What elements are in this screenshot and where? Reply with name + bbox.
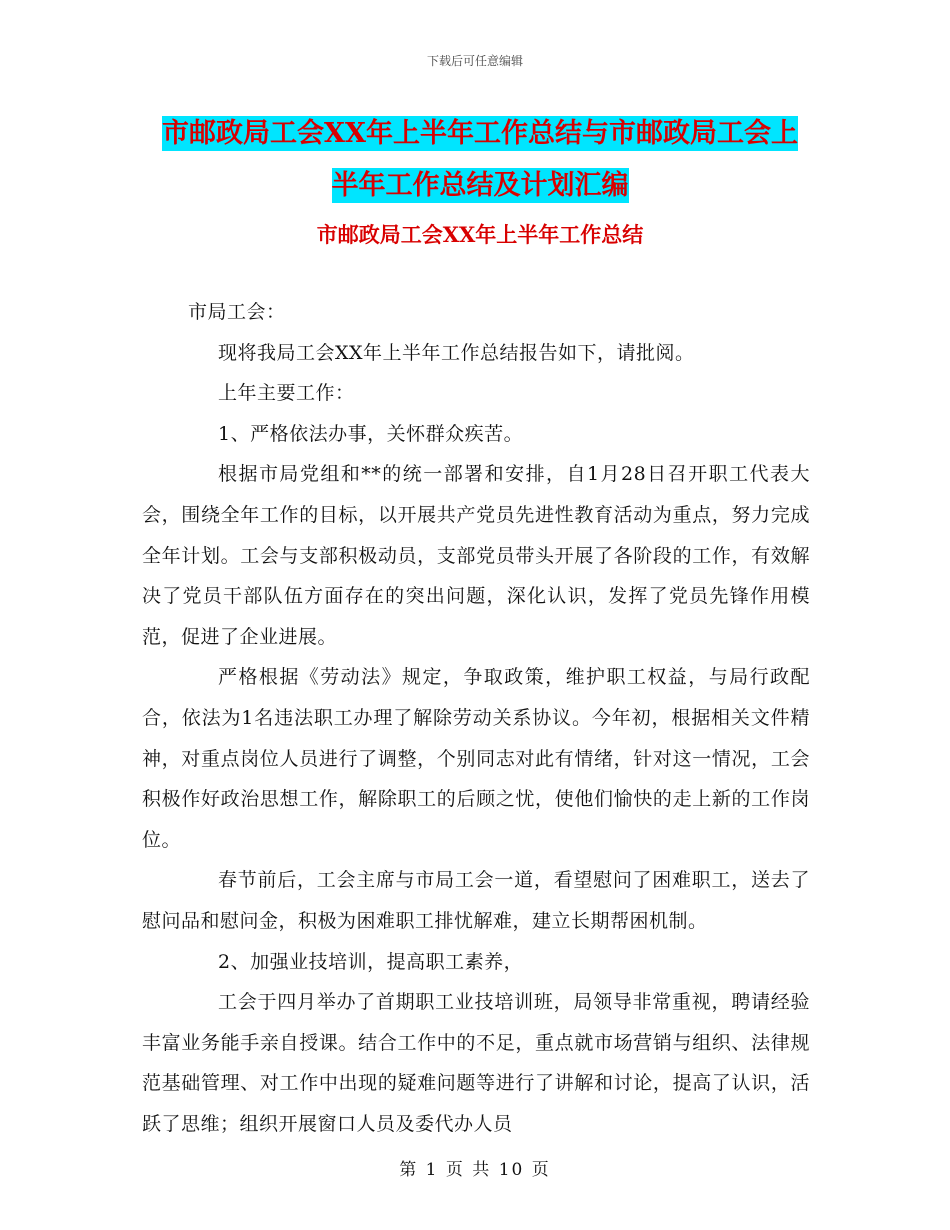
paragraph: 严格根据《劳动法》规定，争取政策，维护职工权益，与局行政配合，依法为1名违法职工办理了解除劳动关系协议。今年初，根据相关文件精神，对重点岗位人员进行了调整，个别同志对此有情绪，针对这一情况，工会积极作好政治思想工作，解除职工的后顾之忧，使他们愉快的走上新的工作岗位。 — [142, 666, 810, 851]
paragraph: 工会于四月举办了首期职工业技培训班，局领导非常重视，聘请经验丰富业务能手亲自授课。结合工作中的不足，重点就市场营销与组织、法律规范基础管理、对工作中出现的疑难问题等进行了讲解和讨论，提高了认识，活跃了思维；组织开展窗口人员及委代办人员 — [142, 991, 810, 1135]
document-body — [142, 292, 810, 1144]
paragraph: 根据市局党组和**的统一部署和安排，自1月28日召开职工代表大会，围绕全年工作的目标，以开展共产党员先进性教育活动为重点，努力完成全年计划。工会与支部积极动员，支部党员带头开展了各阶段的工作，有效解决了党员干部队伍方面存在的突出问题，深化认识，发挥了党员先锋作用模范，促进了企业进展。 — [142, 463, 810, 648]
main-title — [140, 108, 820, 212]
salutation: 市局工会： — [188, 301, 286, 323]
list-heading: 1、严格依法办事，关怀群众疾苦。 — [218, 422, 524, 445]
list-heading: 2、加强业技培训，提高职工素养， — [218, 950, 524, 973]
page-footer: 第 1 页 共 10 页 — [399, 1160, 551, 1180]
main-title-line2: 半年工作总结及计划汇编 — [331, 170, 629, 201]
paragraph: 上年主要工作： — [218, 382, 355, 405]
paragraph: 现将我局工会XX年上半年工作总结报告如下，请批阅。 — [218, 341, 695, 364]
main-title-line1: 市邮政局工会XX年上半年工作总结与市邮政局工会上 — [162, 118, 798, 149]
header-note: 下载后可任意编辑 — [426, 54, 523, 68]
paragraph: 春节前后，工会主席与市局工会一道，看望慰问了困难职工，送去了慰问品和慰问金，积极为困难职工排忧解难，建立长期帮困机制。 — [142, 869, 810, 932]
section-title: 市邮政局工会XX年上半年工作总结 — [316, 222, 644, 247]
